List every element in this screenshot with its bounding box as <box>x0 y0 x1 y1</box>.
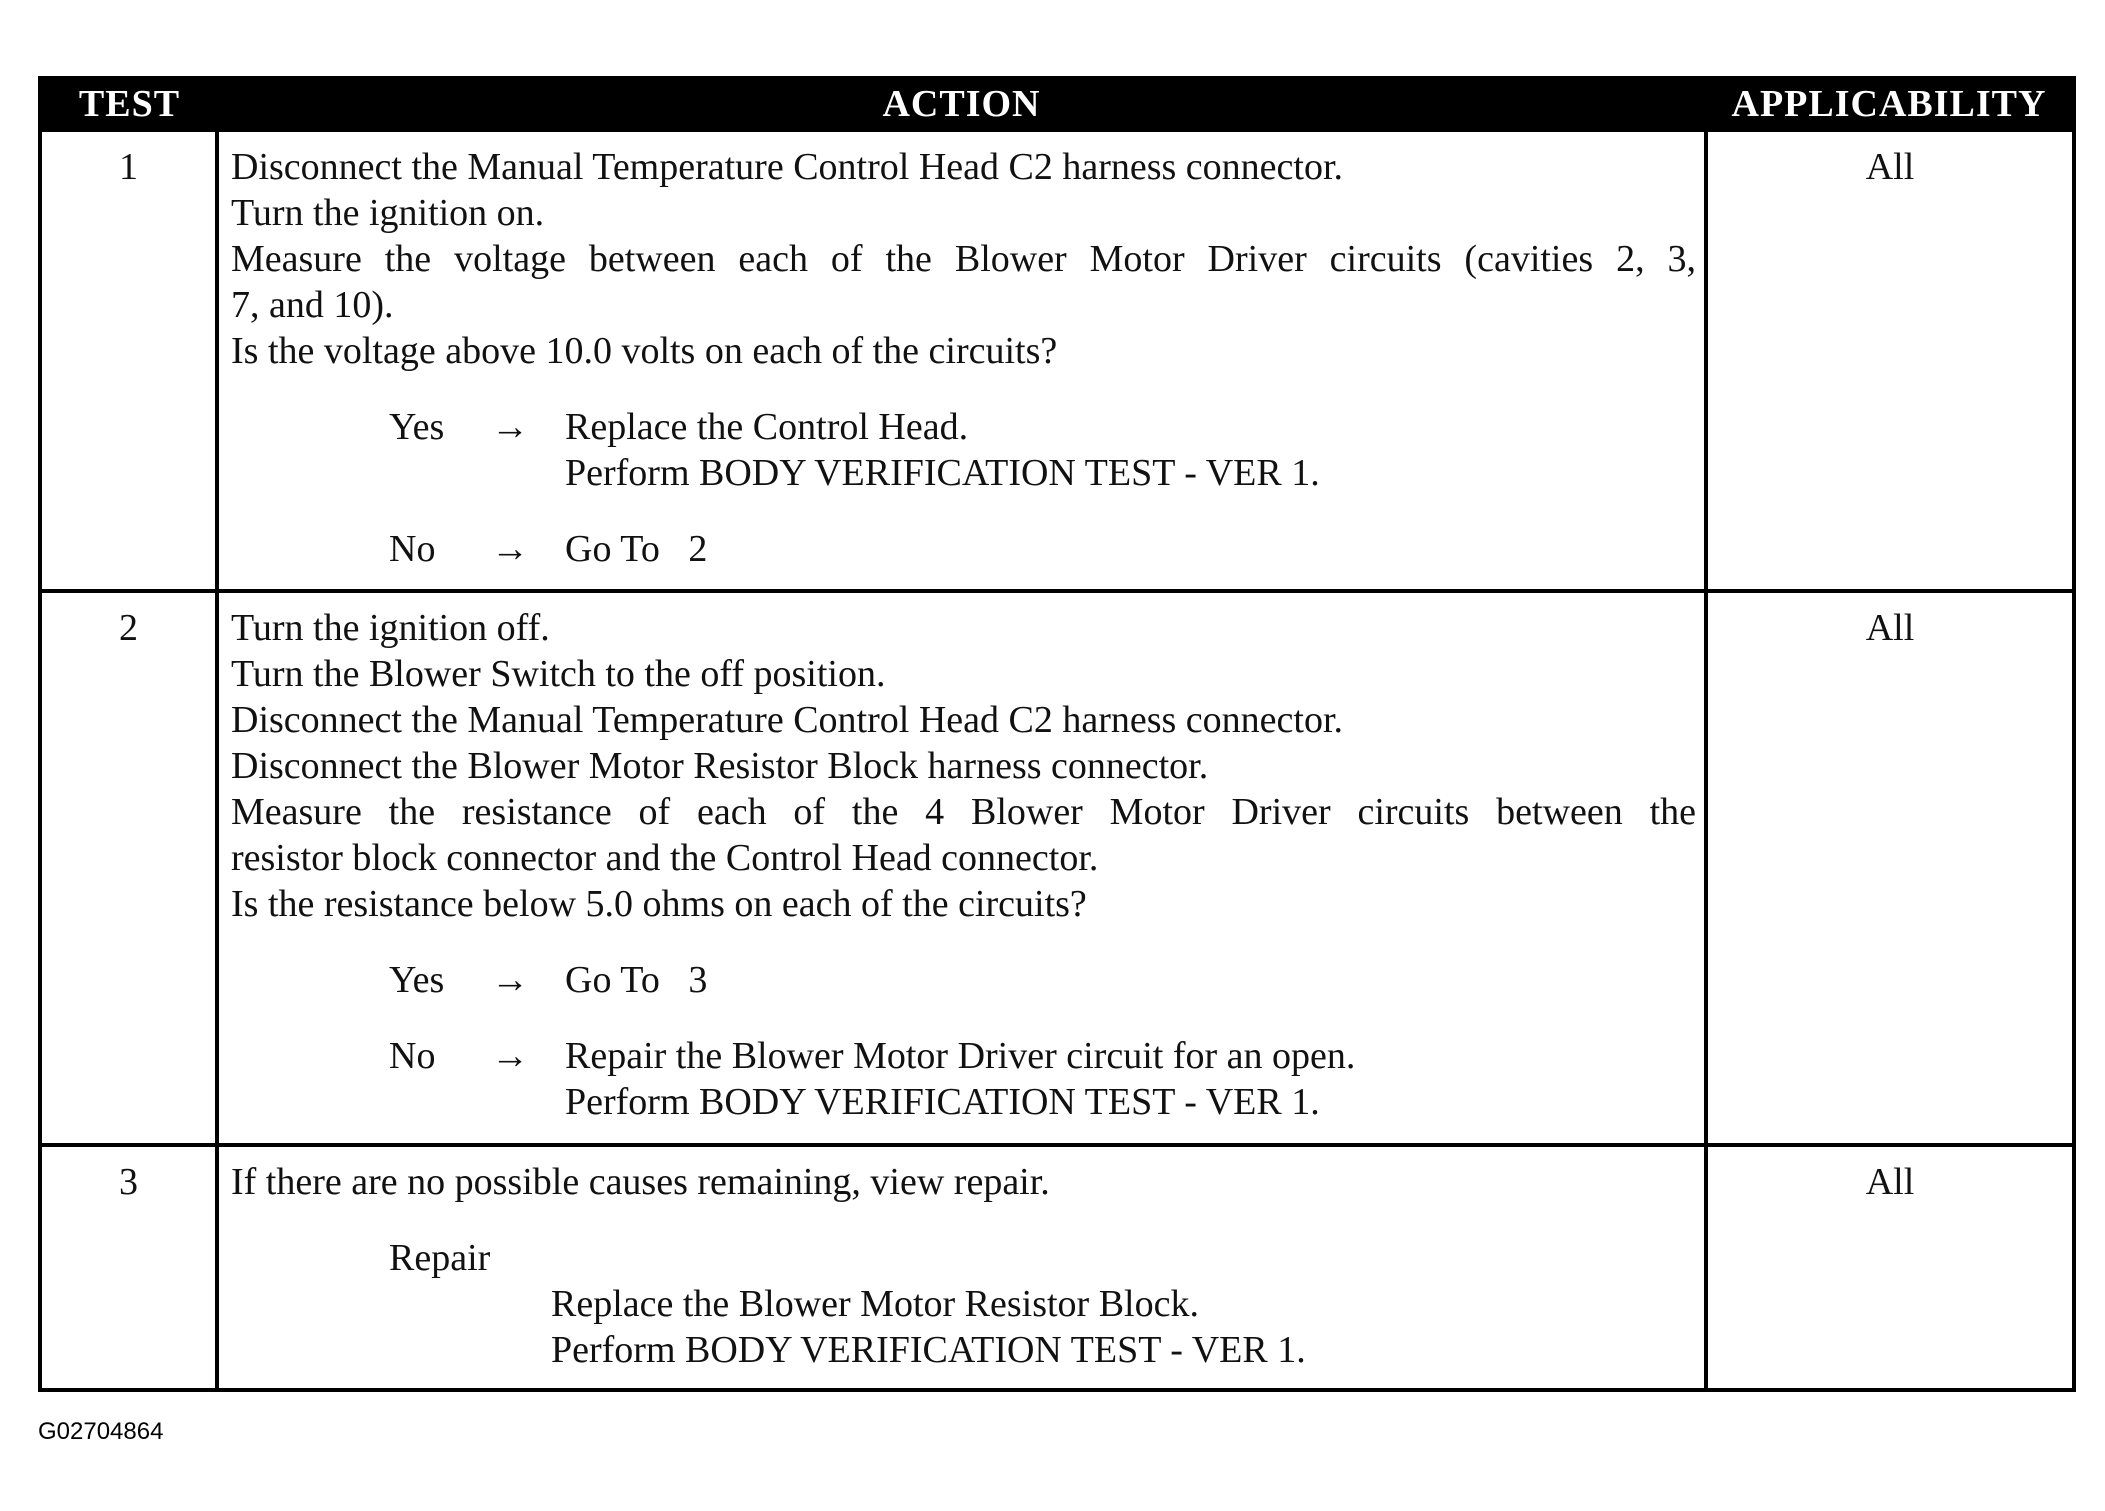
action-step: Is the resistance below 5.0 ohms on each of the circuits? <box>231 883 1087 925</box>
answer-label: Yes <box>389 406 445 448</box>
outcome-line: Go To 3 <box>565 959 708 1001</box>
repair-block <box>389 1235 1696 1373</box>
action-cell <box>217 132 1706 591</box>
table-row-test-3 <box>42 1145 2072 1388</box>
answer-label: Yes <box>389 959 445 1001</box>
result-outcome <box>565 404 1696 496</box>
repair-lines <box>551 1281 1696 1373</box>
answer-label: No <box>389 1035 436 1077</box>
test-number: 1 <box>42 132 217 591</box>
result-yes <box>389 957 1696 1003</box>
result-yes <box>389 404 1696 496</box>
action-step: 7, and 10). <box>231 284 394 326</box>
applicability-value: All <box>1706 591 2072 1145</box>
outcome-line: Perform BODY VERIFICATION TEST - VER 1. <box>565 1081 1320 1123</box>
action-cell <box>217 1145 1706 1388</box>
applicability-value: All <box>1706 132 2072 591</box>
action-step: Measure the resistance of each of the 4 Blower Motor Driver circuits between the <box>231 791 1696 833</box>
header-action: ACTION <box>217 76 1706 132</box>
table-row-test-1 <box>42 132 2072 591</box>
outcome-line: Go To 2 <box>565 528 708 570</box>
action-step: Disconnect the Blower Motor Resistor Block harness connector. <box>231 745 1209 787</box>
action-step: Turn the ignition on. <box>231 192 545 234</box>
test-number: 2 <box>42 591 217 1145</box>
action-step: Disconnect the Manual Temperature Control Head C2 harness connector. <box>231 146 1344 188</box>
outcome-line: Replace the Control Head. <box>565 406 969 448</box>
result-outcome <box>565 1033 1696 1125</box>
action-step: If there are no possible causes remaining, view repair. <box>231 1161 1050 1203</box>
repair-line: Perform BODY VERIFICATION TEST - VER 1. <box>551 1329 1306 1371</box>
result-no <box>389 1033 1696 1125</box>
arrow-icon: → <box>491 528 529 570</box>
table-header <box>42 76 2072 132</box>
outcome-line: Perform BODY VERIFICATION TEST - VER 1. <box>565 452 1320 494</box>
action-step: Turn the Blower Switch to the off position. <box>231 653 886 695</box>
diagnostic-test-table <box>38 76 2076 1392</box>
result-no <box>389 526 1696 572</box>
arrow-icon: → <box>491 406 529 448</box>
action-cell <box>217 591 1706 1145</box>
result-outcome <box>565 526 1696 572</box>
test-table <box>42 76 2072 1388</box>
arrow-icon: → <box>491 1035 529 1077</box>
action-step: resistor block connector and the Control Head connector. <box>231 837 1099 879</box>
applicability-value: All <box>1706 1145 2072 1388</box>
result-outcome <box>565 957 1696 1003</box>
action-step: Is the voltage above 10.0 volts on each of the circuits? <box>231 330 1058 372</box>
action-step: Disconnect the Manual Temperature Control Head C2 harness connector. <box>231 699 1344 741</box>
repair-label: Repair <box>389 1237 491 1279</box>
answer-label: No <box>389 528 436 570</box>
table-row-test-2 <box>42 591 2072 1145</box>
header-applicability: APPLICABILITY <box>1706 76 2072 132</box>
action-step: Measure the voltage between each of the Blower Motor Driver circuits (cavities 2, 3, <box>231 238 1696 280</box>
action-step: Turn the ignition off. <box>231 607 550 649</box>
figure-id: G02704864 <box>38 1418 164 1445</box>
repair-line: Replace the Blower Motor Resistor Block. <box>551 1283 1199 1325</box>
arrow-icon: → <box>491 959 529 1001</box>
header-test: TEST <box>42 76 217 132</box>
outcome-line: Repair the Blower Motor Driver circuit for an open. <box>565 1035 1356 1077</box>
test-number: 3 <box>42 1145 217 1388</box>
